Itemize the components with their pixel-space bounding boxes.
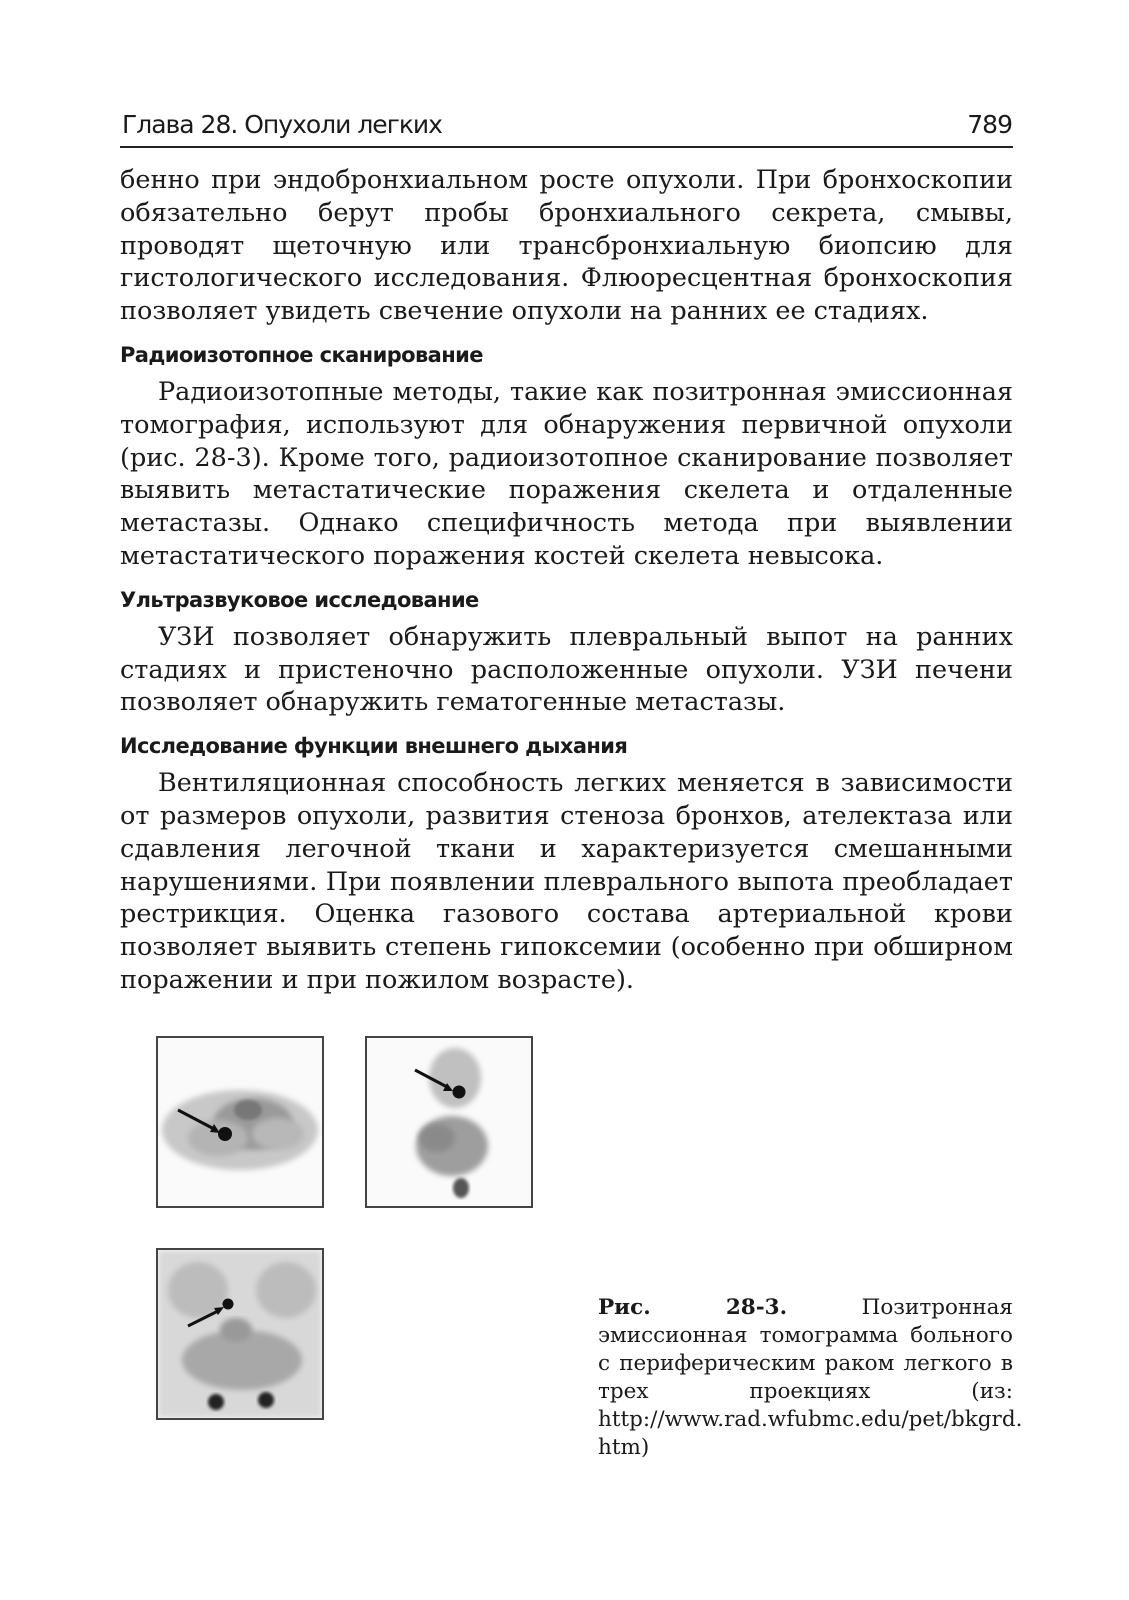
- running-header: [122, 110, 1012, 139]
- figure-caption: [598, 1294, 1023, 1462]
- pet-scan-axial-image: [156, 1036, 324, 1208]
- heading-radioisotope-scan: Радиоизотопное сканирование: [120, 342, 483, 367]
- body-text: [120, 164, 1013, 997]
- figure-label: Рис. 28-3.: [598, 1295, 788, 1320]
- page-number: 789: [967, 110, 1012, 139]
- heading-ultrasound: Ультразвуковое исследование: [120, 587, 479, 612]
- figure-caption-text: Позитронная эмиссионная томограмма больного с периферическим раком легкого в трех проекциях (из: http://www.rad.wfubmc.edu/pet/bkgrd. htm): [598, 1295, 1023, 1460]
- chapter-title: Глава 28. Опухоли легких: [122, 110, 442, 139]
- paragraph-radioisotope: Радиоизотопные методы, такие как позитронная эмиссионная томография, используют для обнаружения первичной опухоли (рис. 28-3). Кроме того, радиоизотопное сканирование позволяет выявить метастатические поражения скелета и отдаленные метастазы. Однако специфичность метода при выявлении метастатического поражения костей скелета невысока.: [120, 376, 1013, 571]
- paragraph-continuation: бенно при эндобронхиальном росте опухоли. При бронхоскопии обязательно берут пробы бронхиального секрета, смывы, проводят щеточную или трансбронхиальную биопсию для гистологического исследования. Флюоресцентная бронхоскопия позволяет увидеть свечение опухоли на ранних ее стадиях.: [120, 165, 1013, 327]
- paragraph-respiratory-function: Вентиляционная способность легких меняется в зависимости от размеров опухоли, развития стеноза бронхов, ателектаза или сдавления легочной ткани и характеризуется смешанными нарушениями. При появлении плеврального выпота преобладает рестрикция. Оценка газового состава артериальной крови позволяет выявить степень гипоксемии (особенно при обширном поражении и при пожилом возрасте).: [120, 768, 1013, 995]
- paragraph-ultrasound: УЗИ позволяет обнаружить плевральный выпот на ранних стадиях и пристеночно расположенные опухоли. УЗИ печени позволяет обнаружить гематогенные метастазы.: [120, 621, 1013, 718]
- pet-scan-coronal-image: [156, 1248, 324, 1420]
- header-rule: [120, 146, 1013, 148]
- pet-scan-sagittal-image: [365, 1036, 533, 1208]
- heading-respiratory-function: Исследование функции внешнего дыхания: [120, 734, 628, 759]
